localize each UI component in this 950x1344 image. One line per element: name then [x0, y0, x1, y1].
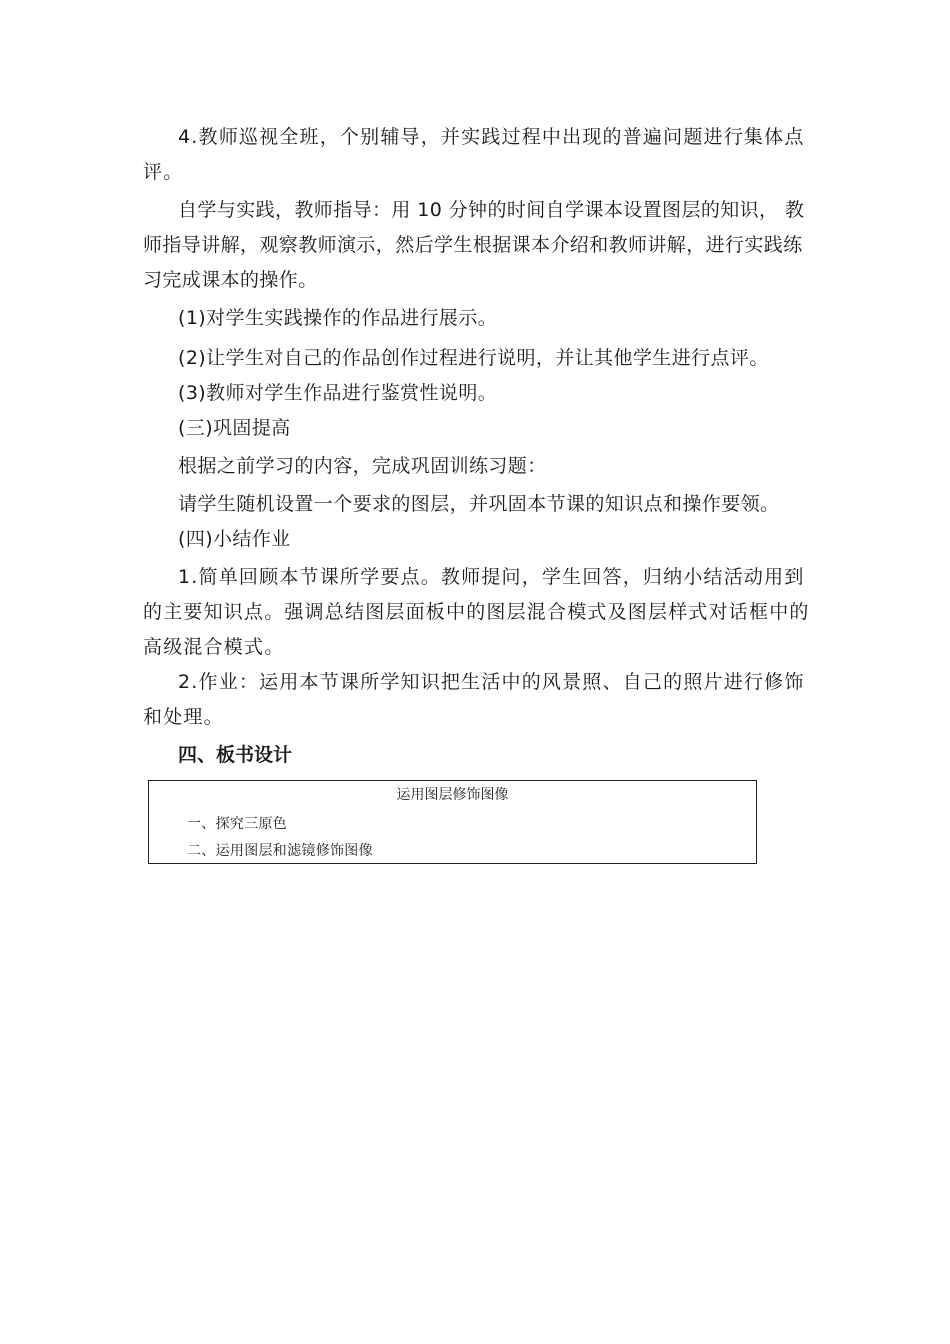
board-line-2: 二、运用图层和滤镜修饰图像	[187, 843, 373, 859]
paragraph-self-study: 自学与实践，教师指导：用 10 分钟的时间自学课本设置图层的知识， 教师指导讲解，观察教师演示，然后学生根据课本介绍和教师讲解，进行实践练习完成课本的操作。	[143, 199, 805, 291]
paragraph-step-1: (1)对学生实践操作的作品进行展示。	[178, 307, 498, 329]
document-body	[143, 120, 818, 773]
paragraph-step-3: (3)教师对学生作品进行鉴赏性说明。	[178, 382, 498, 404]
board-title: 运用图层修饰图像	[396, 787, 509, 803]
paragraph-exercise-task: 请学生随机设置一个要求的图层，并巩固本节课的知识点和操作要领。	[178, 493, 780, 515]
paragraph-exercise-intro: 根据之前学习的内容，完成巩固训练习题：	[178, 455, 547, 477]
subheading-summary: (四)小结作业	[178, 528, 291, 550]
paragraph-summary: 1.简单回顾本节课所学要点。教师提问，学生回答，归纳小结活动用到的主要知识点。强调总结图层面板中的图层混合模式及图层样式对话框中的高级混合模式。	[143, 566, 810, 658]
board-line-1: 一、探究三原色	[187, 816, 288, 832]
paragraph-step-2: (2)让学生对自己的作品创作过程进行说明，并让其他学生进行点评。	[178, 347, 769, 369]
paragraph-homework: 2.作业：运用本节课所学知识把生活中的风景照、自己的照片进行修饰和处理。	[143, 671, 805, 728]
section-heading-board-design: 四、板书设计	[178, 744, 293, 766]
subheading-consolidate: (三)巩固提高	[178, 417, 291, 439]
paragraph-teacher-tour: 4.教师巡视全班，个别辅导，并实践过程中出现的普遍问题进行集体点评。	[143, 126, 805, 183]
board-design-box	[148, 780, 757, 864]
